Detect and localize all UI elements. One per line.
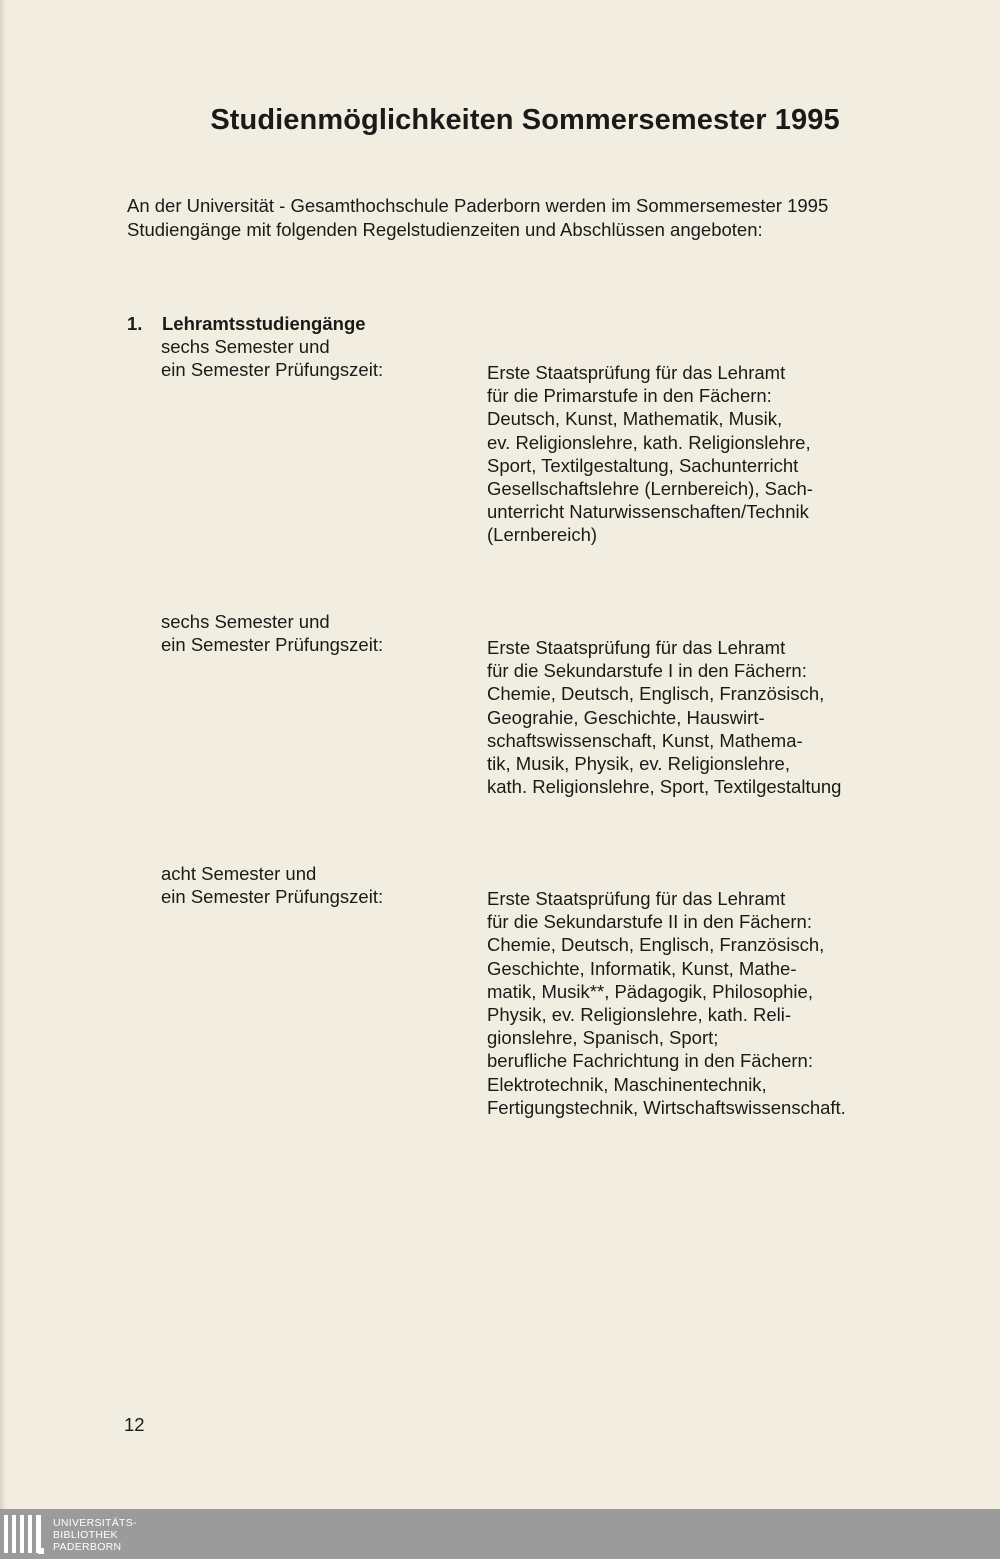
- section-title: Lehramtsstudiengänge: [162, 313, 366, 334]
- degree-line: Erste Staatsprüfung für das Lehramt: [487, 362, 786, 383]
- study-duration: [161, 610, 383, 656]
- duration-line: ein Semester Prüfungszeit:: [161, 634, 384, 655]
- degree-line: Deutsch, Kunst, Mathematik, Musik,: [487, 408, 783, 430]
- logo-dot-icon: [38, 1548, 44, 1554]
- degree-line: Elektrotechnik, Maschinentechnik,: [487, 1073, 767, 1095]
- degree-description: [487, 361, 813, 547]
- degree-line: Fertigungstechnik, Wirtschaftswissenschaft.: [487, 1096, 846, 1118]
- library-logo-text: [53, 1517, 137, 1553]
- degree-line: für die Primarstufe in den Fächern:: [487, 385, 772, 407]
- duration-line: ein Semester Prüfungszeit:: [161, 359, 384, 380]
- degree-line: Erste Staatsprüfung für das Lehramt: [487, 637, 786, 658]
- logo-line: UNIVERSITÄTS-: [53, 1517, 137, 1529]
- logo-line: BIBLIOTHEK: [53, 1529, 118, 1541]
- page-number: 12: [124, 1414, 145, 1435]
- section-number: 1.: [127, 313, 143, 334]
- degree-line: Erste Staatsprüfung für das Lehramt: [487, 888, 786, 909]
- degree-line: berufliche Fachrichtung in den Fächern:: [487, 1050, 813, 1072]
- degree-description: [487, 887, 846, 1119]
- degree-line: Gesellschaftslehre (Lernbereich), Sach-: [487, 478, 813, 500]
- study-duration: [161, 335, 383, 381]
- degree-line: unterricht Naturwissenschaften/Technik: [487, 501, 809, 523]
- degree-line: für die Sekundarstufe II in den Fächern:: [487, 911, 812, 933]
- degree-line: für die Sekundarstufe I in den Fächern:: [487, 660, 807, 682]
- duration-line: ein Semester Prüfungszeit:: [161, 886, 384, 907]
- duration-line: acht Semester und: [161, 863, 317, 884]
- degree-line: ev. Religionslehre, kath. Religionslehre,: [487, 431, 811, 453]
- degree-line: gionslehre, Spanisch, Sport;: [487, 1027, 719, 1049]
- duration-line: sechs Semester und: [161, 336, 330, 357]
- degree-line: Chemie, Deutsch, Englisch, Französisch,: [487, 934, 825, 956]
- degree-line: Geschichte, Informatik, Kunst, Mathe-: [487, 957, 797, 979]
- page-title: Studienmöglichkeiten Sommersemester 1995: [210, 104, 840, 136]
- page-edge-shadow: [0, 0, 6, 1509]
- degree-line: tik, Musik, Physik, ev. Religionslehre,: [487, 753, 790, 775]
- duration-line: sechs Semester und: [161, 611, 330, 632]
- degree-description: [487, 636, 841, 798]
- degree-line: (Lernbereich): [487, 524, 598, 546]
- degree-line: Sport, Textilgestaltung, Sachunterricht: [487, 454, 799, 476]
- library-footer-bar: [0, 1509, 1000, 1559]
- degree-line: Chemie, Deutsch, Englisch, Französisch,: [487, 683, 825, 705]
- degree-line: schaftswissenschaft, Kunst, Mathema-: [487, 729, 803, 751]
- study-duration: [161, 862, 383, 908]
- degree-line: Physik, ev. Religionslehre, kath. Reli-: [487, 1004, 792, 1026]
- intro-line: An der Universität - Gesamthochschule Paderborn werden im Sommersemester 1995: [127, 195, 829, 216]
- degree-line: matik, Musik**, Pädagogik, Philosophie,: [487, 980, 813, 1002]
- intro-paragraph: [127, 194, 937, 242]
- degree-line: kath. Religionslehre, Sport, Textilgestaltung: [487, 776, 842, 798]
- degree-line: Geograhie, Geschichte, Hauswirt-: [487, 706, 765, 728]
- logo-line: PADERBORN: [53, 1541, 122, 1553]
- intro-line: Studiengänge mit folgenden Regelstudienzeiten und Abschlüssen angeboten:: [127, 219, 763, 240]
- section-heading: [127, 313, 366, 335]
